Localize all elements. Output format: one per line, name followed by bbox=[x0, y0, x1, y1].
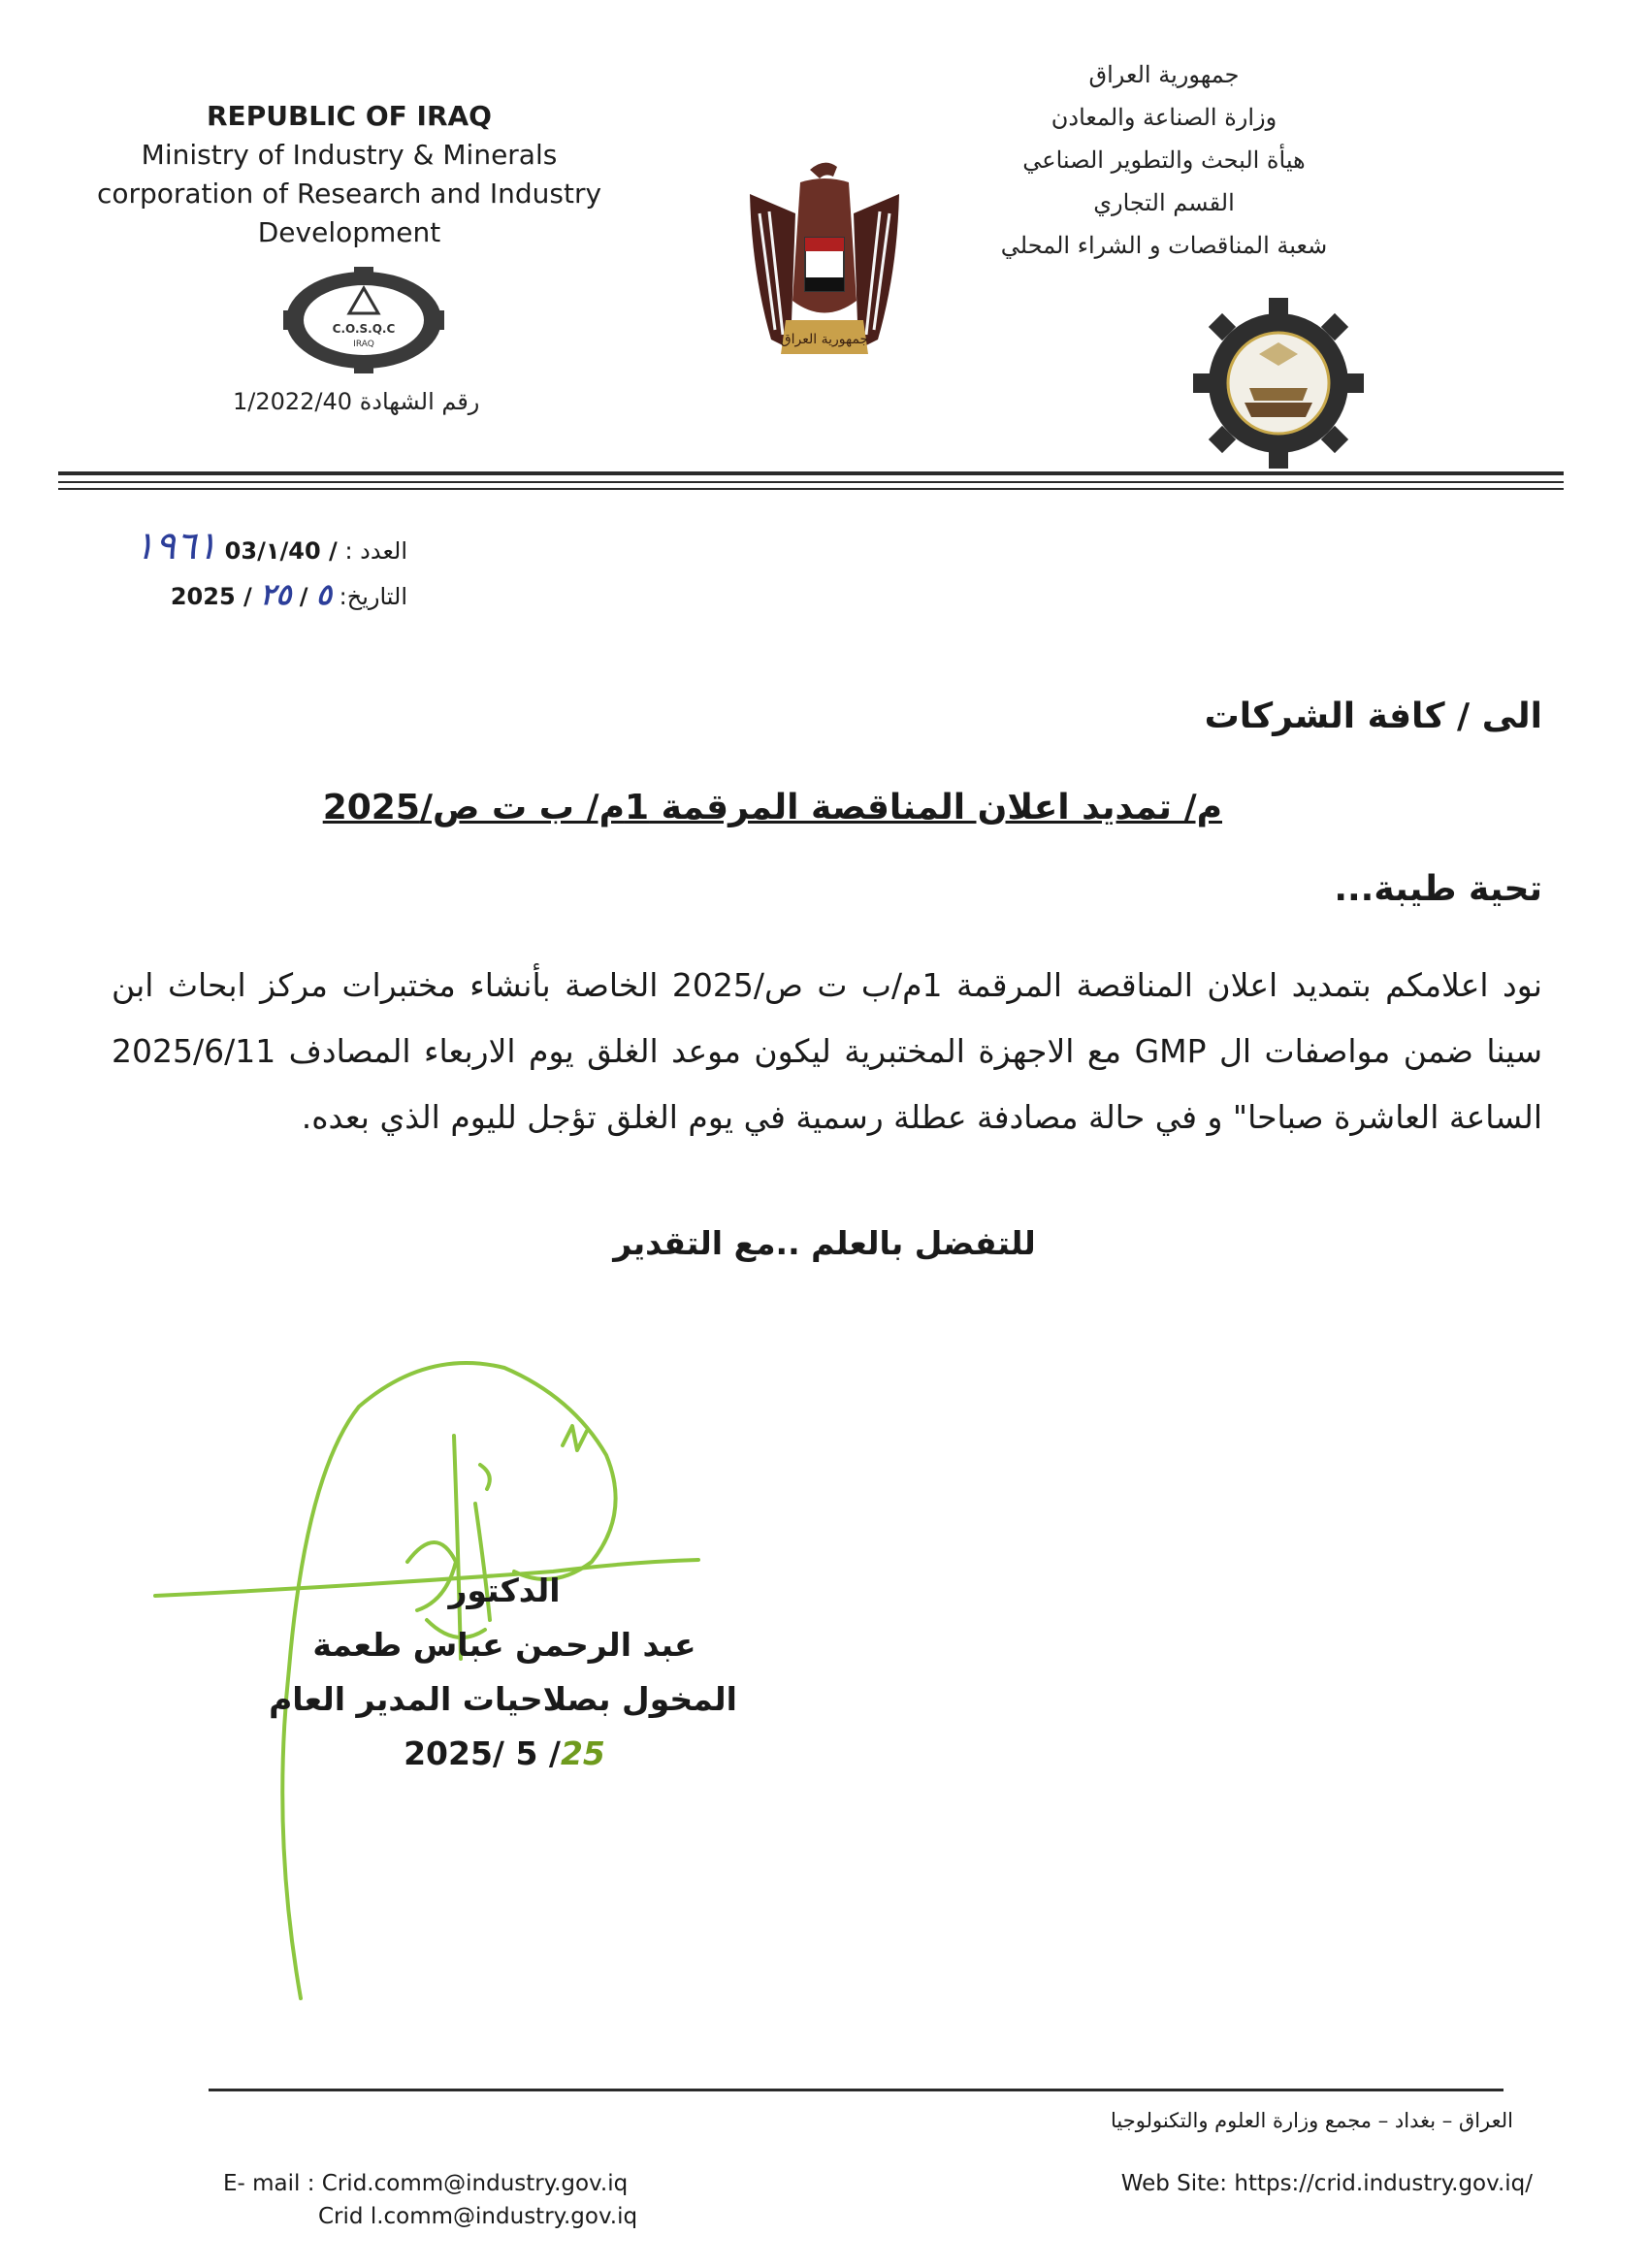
letterhead-line: وزارة الصناعة والمعادن bbox=[1051, 104, 1277, 131]
header-divider bbox=[58, 471, 1564, 475]
iraq-eagle-emblem-icon bbox=[742, 155, 907, 369]
signature-title: الدكتور bbox=[448, 1571, 561, 1609]
arabic-letterhead bbox=[912, 53, 1416, 267]
letter-subject: م/ تمديد اعلان المناقصة المرقمة 1م/ ب ت ص/2025 bbox=[322, 788, 1222, 827]
reference-date: التاريخ: 2025 / ٥ / ٢٥ bbox=[170, 578, 407, 612]
certificate-label: رقم الشهادة bbox=[359, 388, 480, 415]
footer-email bbox=[223, 2167, 637, 2233]
footer-divider bbox=[209, 2089, 1504, 2091]
cosqc-logo-text: C.O.S.Q.C bbox=[332, 322, 396, 336]
reference-date-day: ٢٥ bbox=[260, 578, 292, 612]
header-divider bbox=[58, 488, 1564, 490]
certificate-value: 1/2022/40 bbox=[233, 388, 353, 415]
letterhead-line: القسم التجاري bbox=[1093, 189, 1235, 216]
signature-name: عبد الرحمن عباس طعمة bbox=[312, 1626, 696, 1664]
reference-number-label: العدد : bbox=[344, 537, 407, 565]
letterhead-line: corporation of Research and Industry bbox=[96, 178, 602, 210]
letterhead-line: هيأة البحث والتطوير الصناعي bbox=[1022, 146, 1306, 174]
letterhead-line: REPUBLIC OF IRAQ bbox=[207, 100, 492, 132]
footer-email-line: E- mail : Crid.comm@industry.gov.iq bbox=[223, 2171, 629, 2196]
letter-body: نود اعلامكم بتمديد اعلان المناقصة المرقمة 1م/ب ت ص/2025 الخاصة بأنشاء مختبرات مركز ابحاث ابن سينا ضمن مواصفات ال GMP مع الاجهزة المختبرية ليكون موعد الغلق يوم الاربعاء المصادف 2025/6/11 الساعة العاشرة صباحا" و في حالة مصادفة عطلة رسمية في يوم الغلق تؤجل لليوم الذي بعده. bbox=[112, 966, 1542, 1136]
certificate-number bbox=[233, 388, 479, 415]
footer-website: Web Site: https://crid.industry.gov.iq/ bbox=[1120, 2171, 1533, 2196]
signature-position: المخول بصلاحيات المدير العام bbox=[269, 1680, 737, 1718]
ministry-gear-logo-icon bbox=[1191, 296, 1366, 470]
emblem-caption: جمهورية العراق bbox=[780, 332, 869, 347]
english-letterhead bbox=[58, 97, 640, 252]
signature-date bbox=[272, 1727, 737, 1781]
letter-greeting: تحية طيبة... bbox=[1334, 869, 1542, 909]
reference-number-handwritten: ١٩٦١ bbox=[134, 524, 218, 568]
reference-number-value: 03/١/40 / bbox=[224, 537, 338, 565]
letterhead-line: Development bbox=[257, 216, 441, 248]
signature-date-printed: 2025/ 5 / bbox=[404, 1734, 561, 1772]
letterhead-line: جمهورية العراق bbox=[1088, 61, 1240, 88]
reference-date-label: التاريخ: bbox=[339, 583, 407, 610]
letterhead-line: شعبة المناقصات و الشراء المحلي bbox=[1000, 232, 1328, 259]
letter-recipient: الى / كافة الشركات bbox=[1204, 697, 1542, 736]
letter-closing: للتفضل بالعلم ..مع التقدير bbox=[613, 1224, 1036, 1262]
signature-block bbox=[269, 1564, 737, 1781]
footer-email-line: Crid l.comm@industry.gov.iq bbox=[318, 2204, 638, 2229]
cosqc-logo-icon bbox=[281, 267, 446, 373]
cosqc-logo-sub: IRAQ bbox=[353, 340, 374, 349]
signature-date-handwritten: 25 bbox=[560, 1734, 605, 1772]
letterhead-line: Ministry of Industry & Minerals bbox=[141, 139, 558, 171]
reference-date-year: 2025 bbox=[170, 583, 236, 610]
footer-address: العراق – بغداد – مجمع وزارة العلوم والتكنولوجيا bbox=[1111, 2109, 1513, 2132]
reference-date-month: ٥ bbox=[315, 578, 332, 612]
header-divider bbox=[58, 481, 1564, 483]
reference-number bbox=[58, 524, 407, 568]
